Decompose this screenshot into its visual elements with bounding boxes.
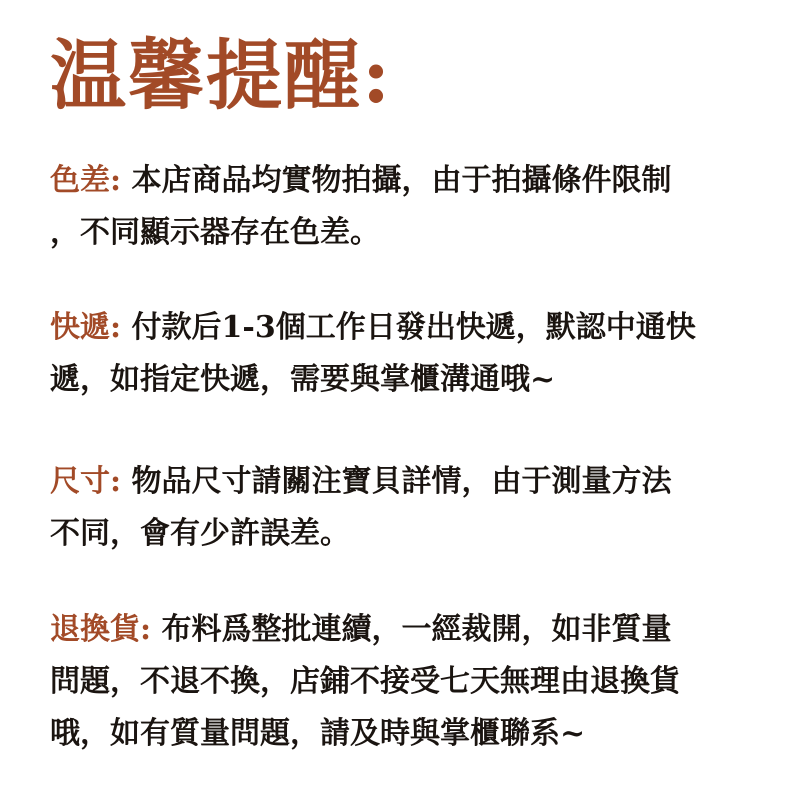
notice-text: 本店商品均實物拍攝，由于拍攝條件限制 bbox=[131, 163, 672, 198]
notice-text: 哦，如有質量問題，請及時與掌櫃聯系~ bbox=[50, 716, 586, 751]
notice-text: 付款后1-3個工作日發出快遞，默認中通快 bbox=[131, 310, 696, 345]
notice-text: 物品尺寸請關注寶貝詳情，由于測量方法 bbox=[131, 464, 672, 499]
notice-line bbox=[50, 604, 762, 656]
notice-text: 問題，不退不換，店鋪不接受七天無理由退換貨 bbox=[50, 664, 680, 699]
notice-text: 不同，會有少許誤差。 bbox=[50, 516, 350, 551]
notice-label: 快遞: bbox=[50, 310, 122, 345]
notice-size bbox=[50, 456, 762, 560]
notice-line bbox=[50, 456, 762, 508]
notice-text: 布料爲整批連續，一經裁開，如非質量 bbox=[161, 612, 672, 647]
notice-line bbox=[50, 155, 762, 207]
notice-label: 退換貨: bbox=[50, 612, 152, 647]
notice-label: 尺寸: bbox=[50, 464, 122, 499]
notice-line bbox=[50, 302, 762, 354]
notice-returns bbox=[50, 604, 762, 760]
notice-text: ，不同顯示器存在色差。 bbox=[50, 215, 380, 250]
notice-shipping bbox=[50, 302, 762, 406]
page-title: 温馨提醒: bbox=[50, 31, 393, 120]
notice-color-difference bbox=[50, 155, 762, 259]
notice-text: 遞，如指定快遞，需要與掌櫃溝通哦~ bbox=[50, 362, 556, 397]
notice-label: 色差: bbox=[50, 163, 122, 198]
